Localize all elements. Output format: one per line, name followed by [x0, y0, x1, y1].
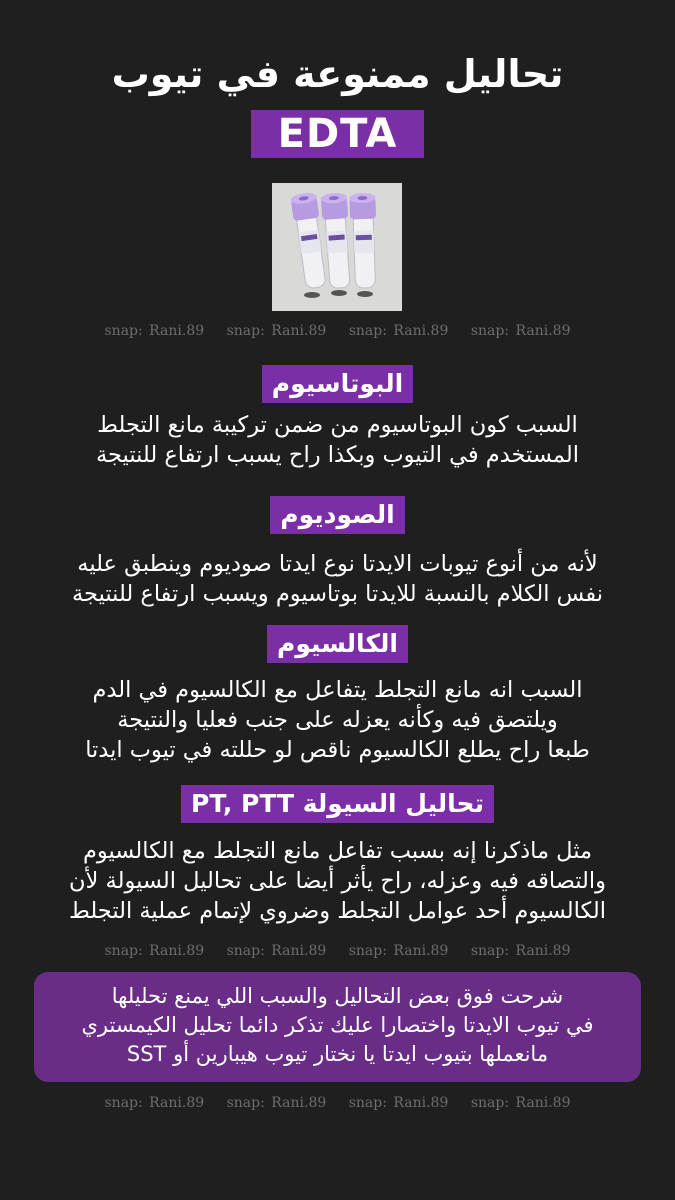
text-line: السبب انه مانع التجلط يتفاعل مع الكالسيوم في الدم: [92, 677, 583, 703]
heading-label: تحاليل السيولة PT, PTT: [181, 785, 494, 823]
section-heading-calcium: [0, 625, 675, 663]
watermark: snap: Rani.89: [104, 1095, 205, 1111]
heading-label: الصوديوم: [270, 496, 404, 534]
watermark: snap: Rani.89: [104, 943, 205, 959]
section-heading-coagulation: [0, 785, 675, 823]
section-text-potassium: [20, 410, 655, 470]
watermark: snap: Rani.89: [348, 1095, 449, 1111]
text-line: السبب كون البوتاسيوم من ضمن تركيبة مانع التجلط: [97, 412, 578, 438]
section-text-coagulation: [20, 836, 655, 926]
watermark: snap: Rani.89: [226, 1095, 327, 1111]
text-line: طبعا راح يطلع الكالسيوم ناقص لو حللته في تيوب ايدتا: [85, 737, 590, 763]
watermark: snap: Rani.89: [348, 323, 449, 339]
watermark: snap: Rani.89: [470, 943, 571, 959]
watermark: snap: Rani.89: [348, 943, 449, 959]
text-line: نفس الكلام بالنسبة للايدتا بوتاسيوم ويسبب ارتفاع للنتيجة: [71, 581, 604, 607]
heading-label: الكالسيوم: [267, 625, 408, 663]
watermark: snap: Rani.89: [104, 323, 205, 339]
text-line: الكالسيوم أحد عوامل التجلط وضروي لإتمام عملية التجلط: [68, 898, 607, 924]
note-line: مانعملها بتيوب ايدتا يا نختار تيوب هيبارين أو SST: [126, 1042, 549, 1066]
section-text-calcium: [20, 675, 655, 765]
watermark: snap: Rani.89: [470, 1095, 571, 1111]
section-heading-sodium: [0, 496, 675, 534]
text-line: ويلتصق فيه وكأنه يعزله على جنب فعليا والنتيجة: [117, 707, 558, 733]
summary-note-box: [34, 972, 641, 1082]
watermark-row-top: [0, 323, 675, 339]
watermark: snap: Rani.89: [226, 943, 327, 959]
section-text-sodium: [20, 549, 655, 609]
title-highlight: EDTA: [251, 110, 424, 158]
note-line: في تيوب الايدتا واختصارا عليك تذكر دائما تحليل الكيمستري: [81, 1013, 594, 1037]
page-title: تحاليل ممنوعة في تيوب: [111, 52, 564, 96]
text-line: لأنه من أنوع تيوبات الايدتا نوع ايدتا صوديوم وينطبق عليه: [77, 551, 598, 577]
edta-tubes-icon: [272, 183, 402, 311]
watermark-row-bottom: [0, 1095, 675, 1111]
note-line: شرحت فوق بعض التحاليل والسبب اللي يمنع تحليلها: [111, 984, 564, 1008]
edta-tubes-image: [272, 183, 402, 311]
heading-label: البوتاسيوم: [262, 365, 413, 403]
text-line: المستخدم في التيوب وبكذا راح يسبب ارتفاع للنتيجة: [95, 442, 580, 468]
watermark: snap: Rani.89: [470, 323, 571, 339]
section-heading-potassium: [0, 365, 675, 403]
watermark: snap: Rani.89: [226, 323, 327, 339]
watermark-row-middle: [0, 943, 675, 959]
text-line: مثل ماذكرنا إنه بسبب تفاعل مانع التجلط مع الكالسيوم: [82, 838, 593, 864]
text-line: والتصاقه فيه وعزله، راح يأثر أيضا على تحاليل السيولة لأن: [69, 868, 606, 894]
